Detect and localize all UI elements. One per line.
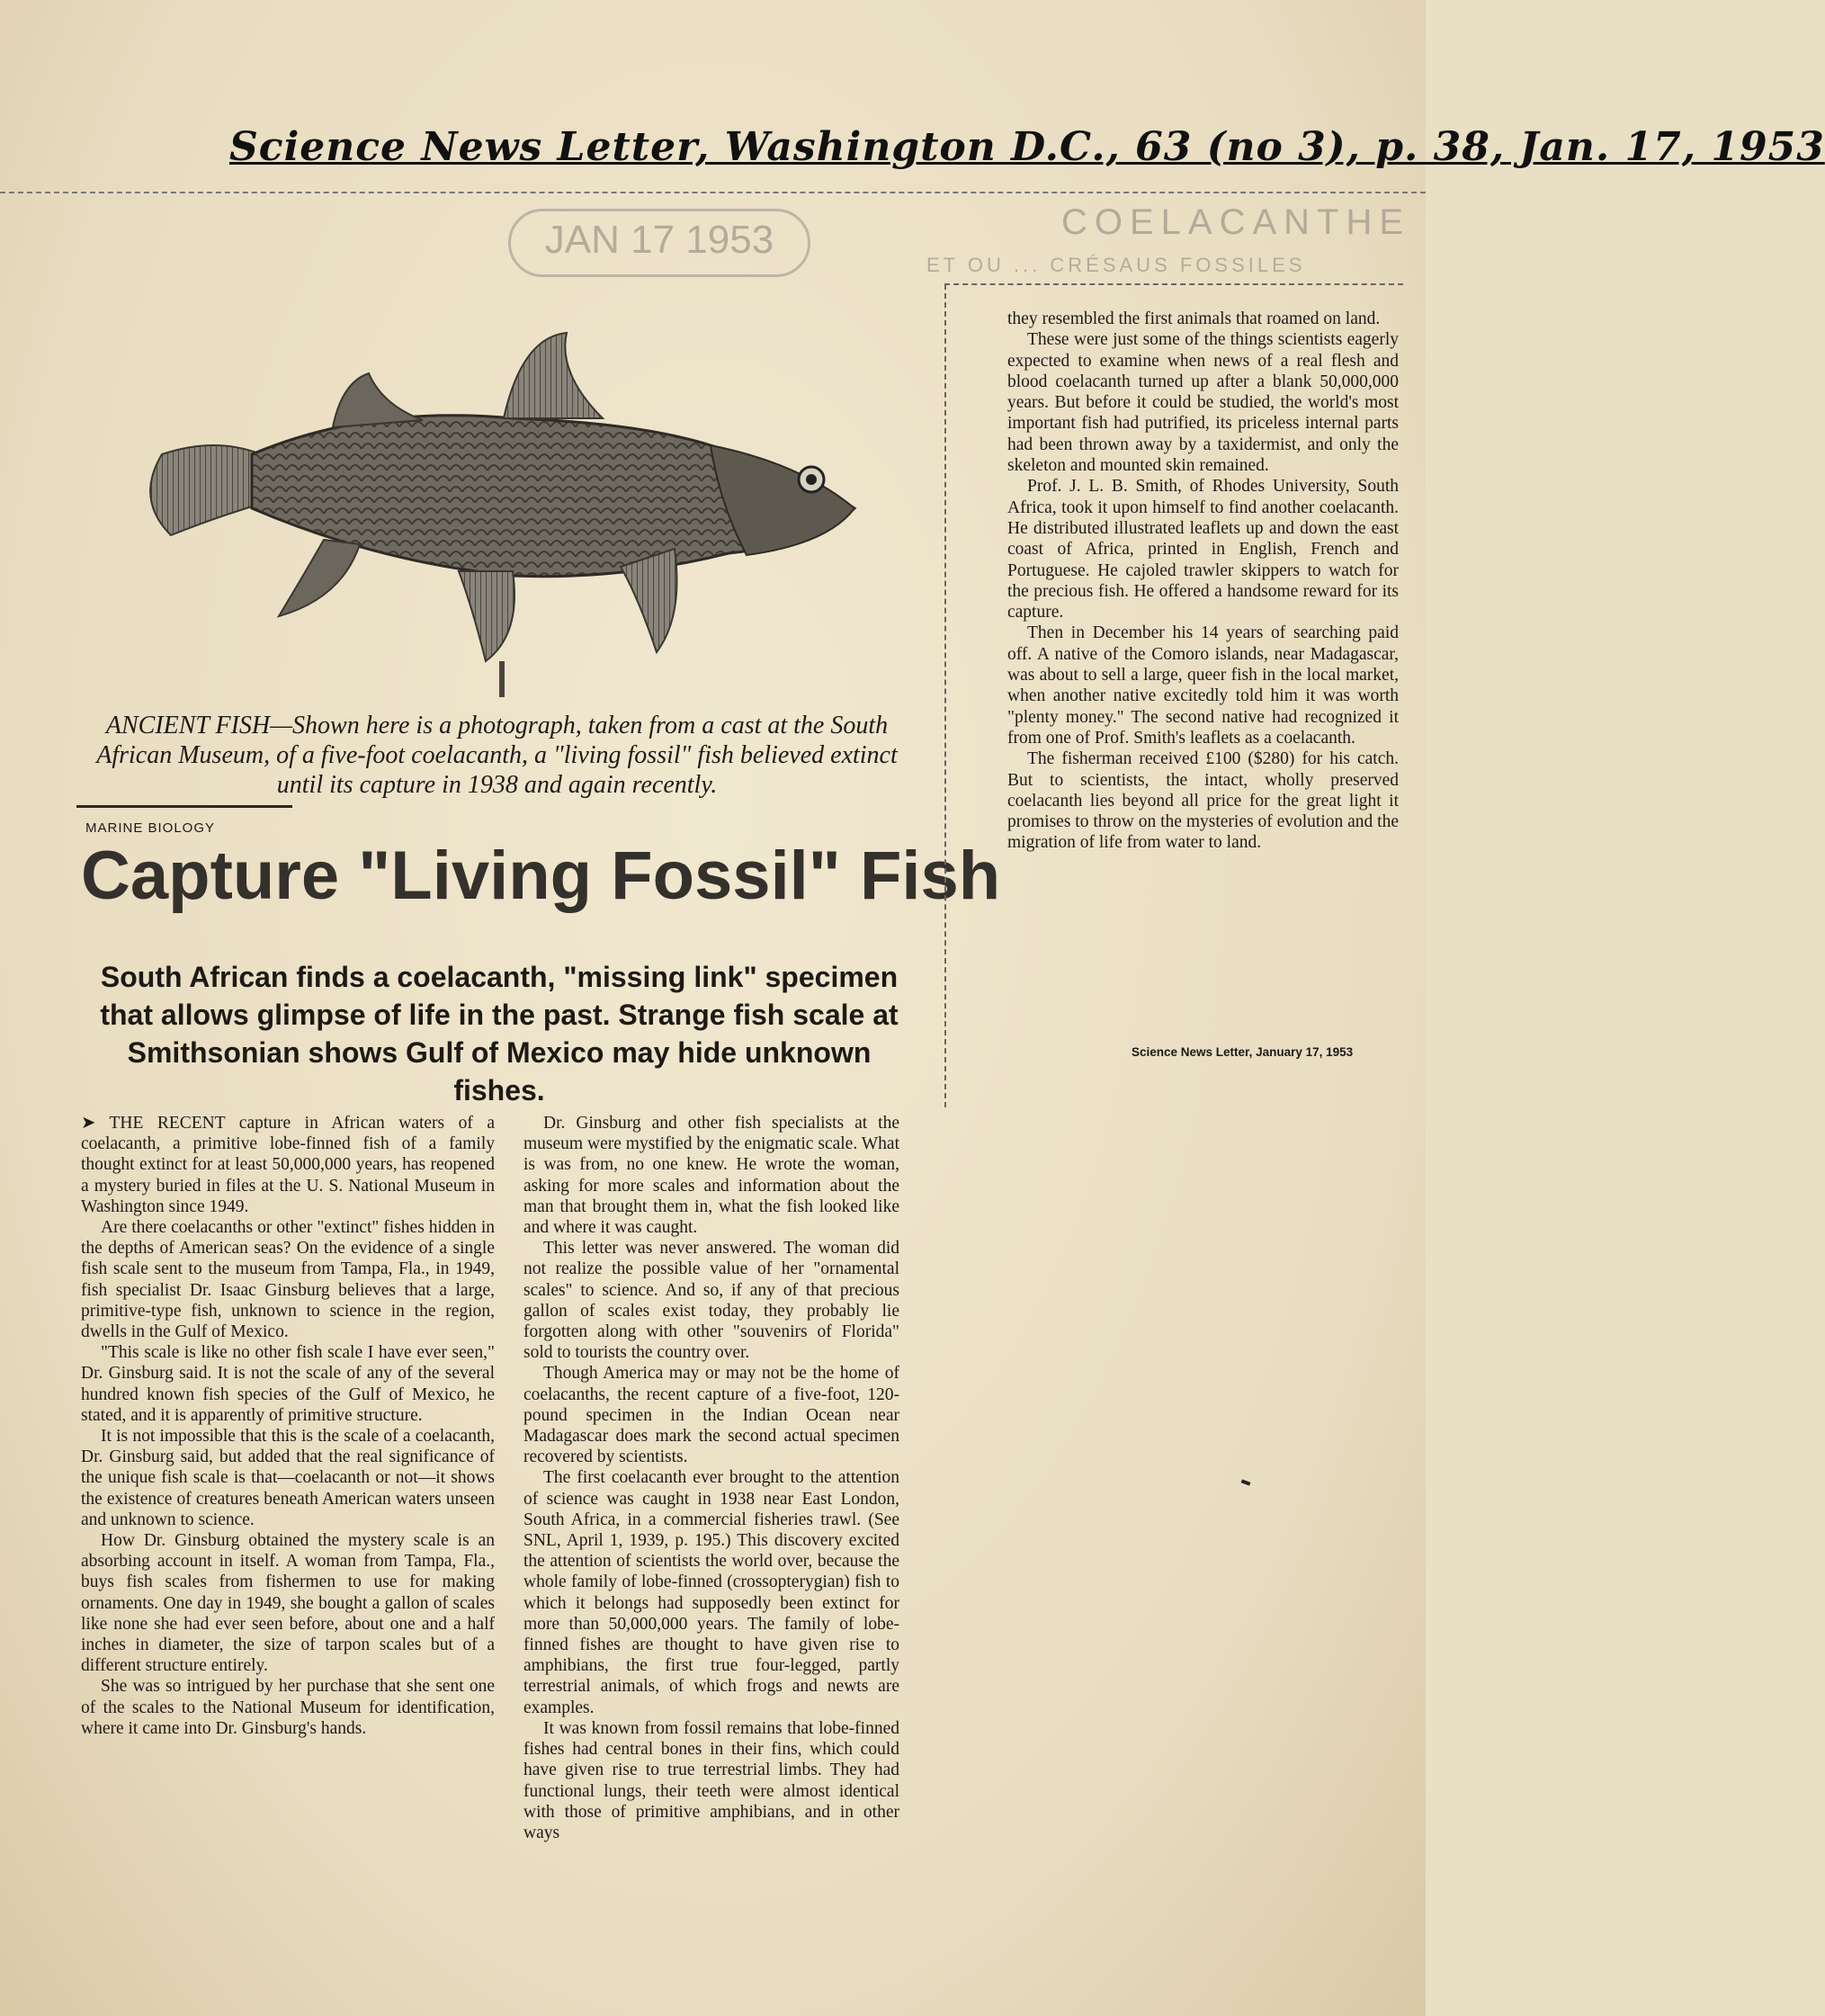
- sidebar-top-border: [944, 283, 1403, 285]
- article-column-2: [523, 1113, 899, 1843]
- sidebar-left-border: [944, 284, 948, 1107]
- article-column-3: [1007, 309, 1399, 854]
- handwritten-source-note: Science News Letter, Washington D.C., 63 (no 3), p. 38, Jan. 17, 1953: [229, 124, 1825, 170]
- paragraph: they resembled the first animals that roamed on land.: [1007, 309, 1381, 328]
- paragraph: "This scale is like no other fish scale I have ever seen," Dr. Ginsburg said. It is not the scale of any of the several hundred known fish species of the Gulf of Mexico, he stated, and it is apparently of primitive structure.: [81, 1343, 495, 1425]
- paragraph: Though America may or may not be the home of coelacanths, the recent capture of a five-foot, 120-pound specimen in the Indian Ocean near Madagascar does mark the second actual specimen recovered by scientists.: [523, 1364, 899, 1467]
- publication-credit: Science News Letter, January 17, 1953: [1132, 1045, 1354, 1059]
- article-deck: South African finds a coelacanth, "missing link" specimen that allows glimpse of life in the past. Strange fish scale at Smithsonian shows Gulf of Mexico may hide unknown fishes.: [100, 961, 899, 1107]
- paragraph: The fisherman received £100 ($280) for his catch. But to scientists, the intact, wholly preserved coelacanth lies beyond all price for the great light it promises to throw on the mysteries of evolution and the migration of life from water to land.: [1007, 749, 1399, 853]
- paragraph: Prof. J. L. B. Smith, of Rhodes University, South Africa, took it upon himself to find another coelacanth. He distributed illustrated leaflets up and down the east coast of Africa, printed in English, French and Portuguese. He cajoled trawler skippers to watch for the precious fish. He offered a handsome reward for its capture.: [1007, 477, 1399, 623]
- paragraph: It is not impossible that this is the scale of a coelacanth, Dr. Ginsburg said, but added that the real significance of the unique fish scale is that—coelacanth or not—it shows the existence of creatures beneath American waters unseen and unknown to science.: [81, 1427, 495, 1529]
- date-stamp: JAN 17 1953: [508, 209, 810, 277]
- paragraph: This letter was never answered. The woman did not realize the possible value of her "ornamental scales" to science. And so, if any of that precious gallon of scales exist today, they probably lie forgotten along with other "souvenirs of Florida" sold to tourists the country over.: [523, 1239, 899, 1363]
- article-headline: Capture "Living Fossil" Fish: [81, 838, 1001, 914]
- photo-caption: ANCIENT FISH—Shown here is a photograph, taken from a cast at the South African Museum, of a five-foot coelacanth, a "living fossil" fish believed extinct until its capture in 1938 and again recently.: [96, 712, 898, 799]
- subject-stamp-secondary: ET OU ... CRÉSAUS FOSSILES: [926, 254, 1306, 276]
- kicker-rule: [76, 805, 292, 808]
- subject-stamp: COELACANTHE: [1061, 202, 1411, 242]
- fold-line: [0, 192, 1426, 193]
- coelacanth-photo: [135, 319, 881, 697]
- paragraph: These were just some of the things scientists eagerly expected to examine when news of a real flesh and blood coelacanth turned up after a blank 50,000,000 years. But before it could be studied, the world's most important fish had putrified, its priceless internal parts had been thrown away by a taxidermist, and only the skeleton and mounted skin remained.: [1007, 330, 1399, 476]
- article-column-1: [81, 1113, 495, 1739]
- paragraph: How Dr. Ginsburg obtained the mystery scale is an absorbing account in itself. A woman from Tampa, Fla., buys fish scales from fishermen to use for making ornaments. One day in 1949, she bought a gallon of scales like none she had ever seen before, about one and a half inches in diameter, the size of tarpon scales but of a different structure entirely.: [81, 1531, 495, 1676]
- paragraph: It was known from fossil remains that lobe-finned fishes had central bones in their fins, which could have given rise to true terrestrial limbs. They had functional lungs, their teeth were almost identical with those of primitive amphibians, and in other ways: [523, 1718, 899, 1842]
- paragraph: ➤ THE RECENT capture in African waters of a coelacanth, a primitive lobe-finned fish of a family thought extinct for at least 50,000,000 years, has reopened a mystery buried in files at the U. S. National Museum in Washington since 1949.: [81, 1114, 495, 1216]
- paragraph: Dr. Ginsburg and other fish specialists at the museum were mystified by the enigmatic scale. What is was from, no one knew. He wrote the woman, asking for more scales and information about the man that brought them in, what the fish looked like and where it was caught.: [523, 1114, 899, 1238]
- section-kicker: MARINE BIOLOGY: [85, 820, 216, 836]
- paragraph: The first coelacanth ever brought to the attention of science was caught in 1938 near East London, South Africa, in a commercial fisheries trawl. (See SNL, April 1, 1939, p. 195.) This discovery excited the attention of scientists the world over, because the whole family of lobe-finned (crossopterygian) fish to which it belongs had supposedly been extinct for more than 50,000,000 years. The family of lobe-finned fishes are thought to have given rise to amphibians, the first true four-legged, partly terrestrial animals, of which frogs and newts are examples.: [523, 1468, 899, 1717]
- paragraph: Are there coelacanths or other "extinct" fishes hidden in the depths of American seas? On the evidence of a single fish scale sent to the museum from Tampa, Fla., in 1949, fish specialist Dr. Isaac Ginsburg believes that a large, primitive-type fish, unknown to science in the region, dwells in the Gulf of Mexico.: [81, 1218, 495, 1342]
- paragraph: Then in December his 14 years of searching paid off. A native of the Comoro islands, near Madagascar, was about to sell a large, queer fish in the local market, when another native excitedly told him it was worth "plenty money." The second native had recognized it from one of Prof. Smith's leaflets as a coelacanth.: [1007, 623, 1399, 748]
- fish-illustration: [135, 319, 881, 697]
- paragraph: She was so intrigued by her purchase that she sent one of the scales to the National Museum for identification, where it came into Dr. Ginsburg's hands.: [81, 1677, 495, 1738]
